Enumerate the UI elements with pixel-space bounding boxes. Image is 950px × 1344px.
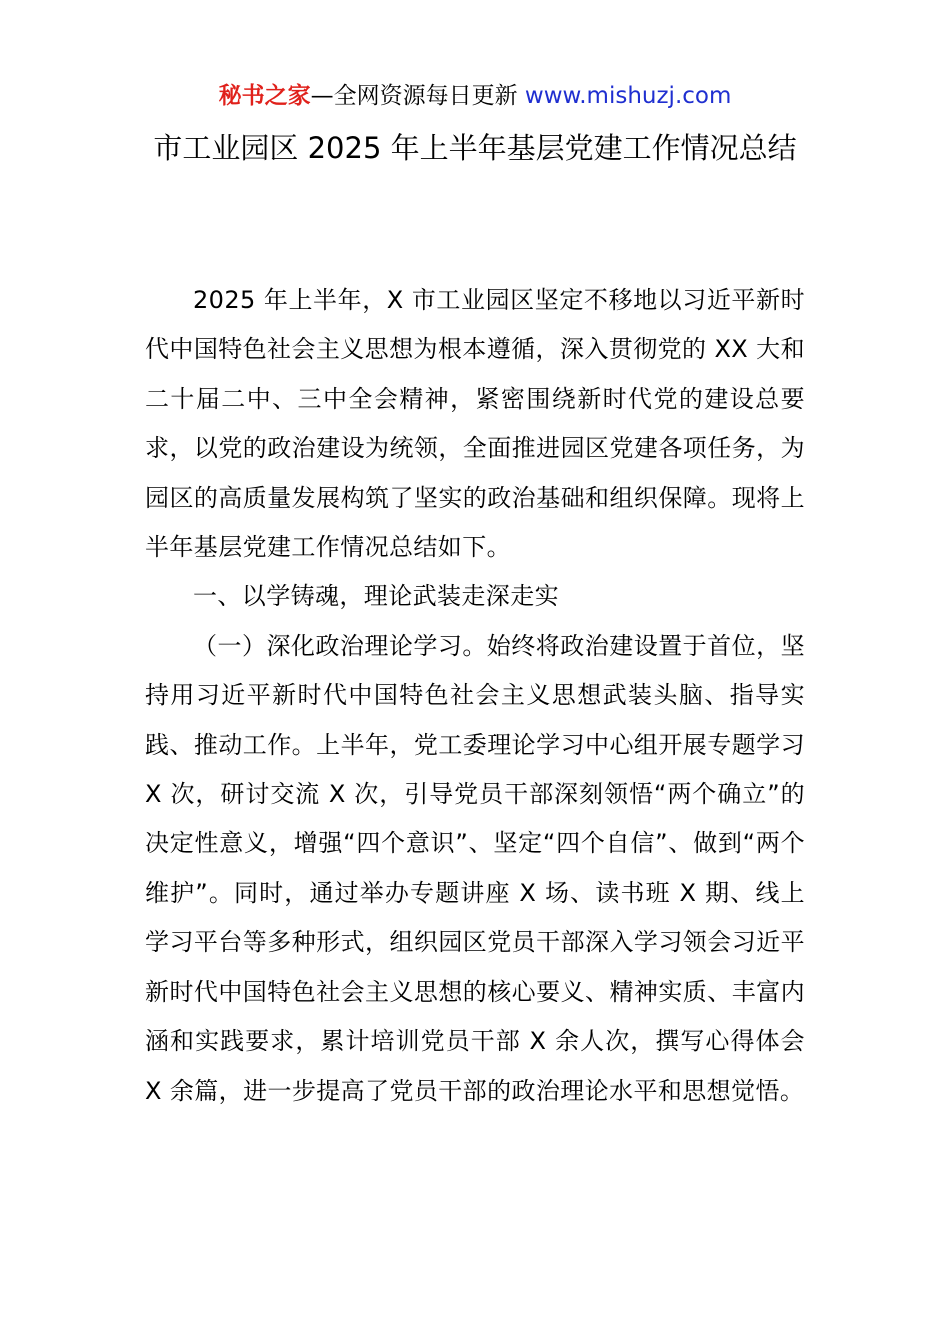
brand-name: 秘书之家 xyxy=(218,83,311,109)
site-url-link[interactable]: www.mishuzj.com xyxy=(524,83,732,109)
document-body xyxy=(145,276,805,1116)
intro-paragraph: 2025 年上半年，X 市工业园区坚定不移地以习近平新时代中国特色社会主义思想为根本遵循，深入贯彻党的 XX 大和二十届二中、三中全会精神，紧密围绕新时代党的建设总要求，以党的政治建设为统领，全面推进园区党建各项任务，为园区的高质量发展构筑了坚实的政治基础和组织保障。现将上半年基层党建工作情况总结如下。 xyxy=(145,286,805,562)
section-paragraph: （一）深化政治理论学习。始终将政治建设置于首位，坚持用习近平新时代中国特色社会主义思想武装头脑、指导实践、推动工作。上半年，党工委理论学习中心组开展专题学习 X 次，研讨交流 X 次，引导党员干部深刻领悟“两个确立”的决定性意义，增强“四个意识”、坚定“四个自信”、做到“两个维护”。同时，通过举办专题讲座 X 场、读书班 X 期、线上学习平台等多种形式，组织园区党员干部深入学习领会习近平新时代中国特色社会主义思想的核心要义、精神实质、丰富内涵和实践要求，累计培训党员干部 X 余人次，撰写心得体会 X 余篇，进一步提高了党员干部的政治理论水平和思想觉悟。 xyxy=(145,631,805,1105)
site-header xyxy=(0,80,950,112)
header-tagline: —全网资源每日更新 xyxy=(310,83,525,109)
document-title: 市工业园区 2025 年上半年基层党建工作情况总结 xyxy=(153,131,797,165)
section-heading: 一、以学铸魂，理论武装走深走实 xyxy=(193,582,559,611)
